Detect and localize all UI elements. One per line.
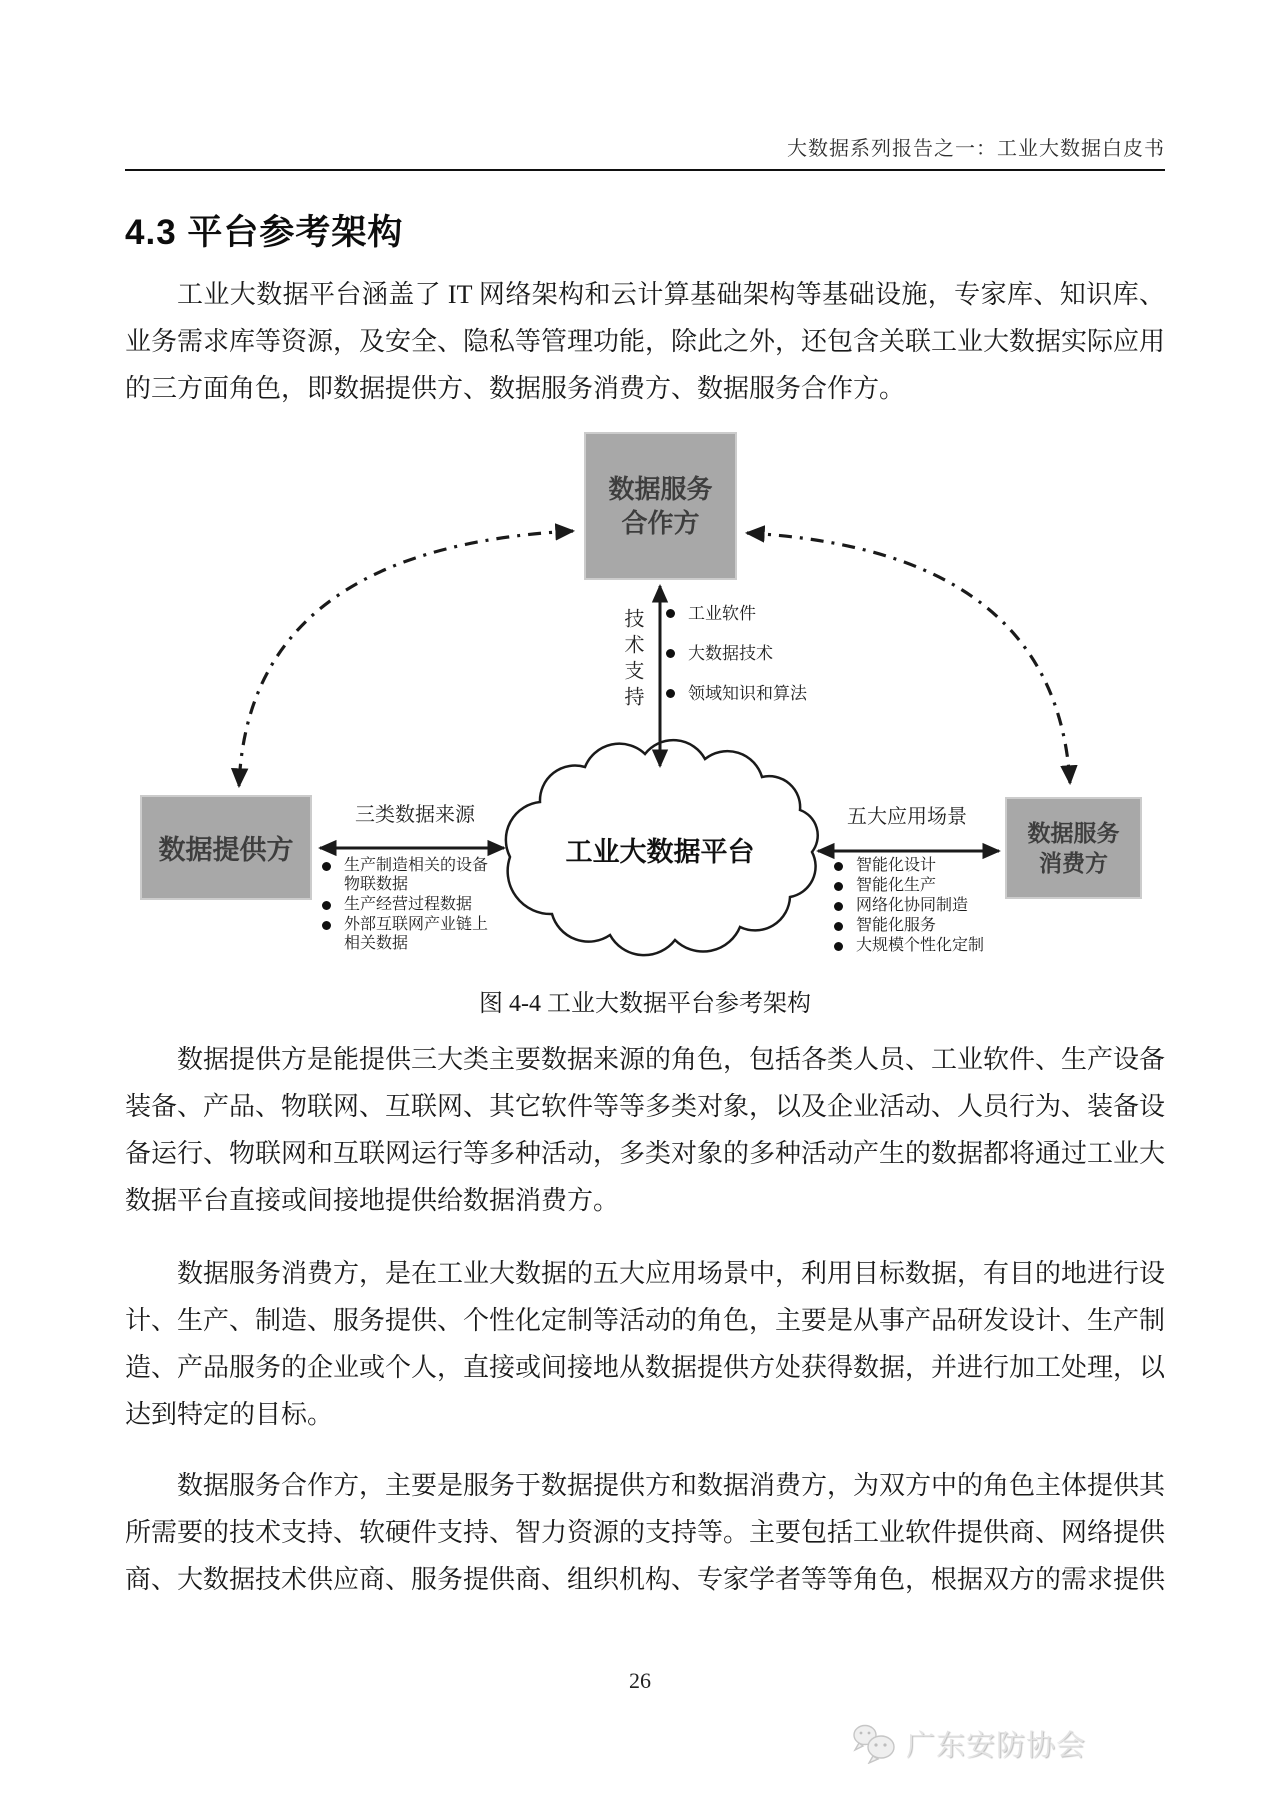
partner-provider-link-arrow	[239, 531, 573, 786]
box-label-line: 合作方	[621, 508, 700, 538]
paragraph-data-partner: 数据服务合作方，主要是服务于数据提供方和数据消费方，为双方中的角色主体提供其所需要的技术支持、软硬件支持、智力资源的支持等。主要包括工业软件提供商、网络提供商、大数据技术供应商、服务提供商、组织机构、专家学者等等角色，根据双方的需求提供	[125, 1471, 1166, 1594]
list-item	[834, 936, 984, 955]
box-label-line: 消费方	[1039, 850, 1108, 876]
watermark-text: 广东安防协会	[906, 1729, 1087, 1762]
section-heading: 4.3 平台参考架构	[125, 213, 404, 252]
data-sources-label: 三类数据来源	[355, 804, 475, 826]
list-item-label: 领域知识和算法	[688, 684, 807, 703]
list-item-label: 网络化协同制造	[856, 897, 969, 914]
list-item-label: 生产经营过程数据	[344, 896, 473, 913]
platform-cloud-label: 工业大数据平台	[565, 837, 755, 867]
tech-support-label: 技术支持	[621, 608, 643, 712]
bullet-icon	[666, 649, 675, 658]
box-data-provider	[140, 795, 312, 900]
list-item	[666, 603, 807, 624]
paragraph-data-consumer: 数据服务消费方，是在工业大数据的五大应用场景中，利用目标数据，有目的地进行设计、生产、制造、服务提供、个性化定制等活动的角色，主要是从事产品研发设计、生产制造、产品服务的企业或个人，直接或间接地从数据提供方处获得数据，并进行加工处理，以达到特定的目标。	[125, 1259, 1166, 1429]
page-number: 26	[629, 1668, 651, 1693]
list-item-label: 工业软件	[688, 604, 756, 623]
wechat-logo-icon	[850, 1722, 900, 1764]
bullet-icon	[834, 862, 843, 871]
architecture-diagram	[0, 422, 1280, 982]
paragraph-data-provider: 数据提供方是能提供三大类主要数据来源的角色，包括各类人员、工业软件、生产设备装备、产品、物联网、互联网、其它软件等等多类对象，以及企业活动、人员行为、装备设备运行、物联网和互联网运行等多种活动，多类对象的多种活动产生的数据都将通过工业大数据平台直接或间接地提供给数据消费方。	[125, 1045, 1166, 1215]
list-item-label: 生产制造相关的设备物联数据	[344, 857, 489, 893]
bullet-icon	[834, 922, 843, 931]
list-item	[834, 876, 984, 895]
paragraph-intro: 工业大数据平台涵盖了 IT 网络架构和云计算基础架构等基础设施，专家库、知识库、业务需求库等资源，及安全、隐私等管理功能，除此之外，还包含关联工业大数据实际应用的三方面角色，即数据提供方、数据服务消费方、数据服务合作方。	[125, 280, 1166, 403]
bullet-icon	[322, 862, 331, 871]
box-label-line: 数据提供方	[158, 835, 294, 865]
bullet-icon	[666, 609, 675, 618]
list-item-label: 智能化设计	[856, 857, 937, 874]
list-item	[834, 896, 984, 915]
bullet-icon	[834, 942, 843, 951]
list-item-label: 大数据技术	[688, 644, 773, 663]
list-item	[666, 643, 807, 664]
application-scenarios-label: 五大应用场景	[847, 806, 967, 828]
bullet-icon	[834, 882, 843, 891]
list-item	[322, 856, 512, 894]
bullet-icon	[322, 901, 331, 910]
bullet-icon	[322, 921, 331, 930]
data-sources-list	[322, 856, 512, 954]
bullet-icon	[666, 689, 675, 698]
box-data-service-consumer	[1005, 797, 1142, 899]
list-item	[834, 856, 984, 875]
header-rule	[125, 169, 1165, 171]
list-item	[322, 895, 512, 914]
list-item-label: 智能化服务	[856, 917, 937, 934]
box-label-line: 数据服务	[608, 474, 713, 504]
watermark	[850, 1722, 1086, 1764]
bullet-icon	[834, 902, 843, 911]
list-item-label: 智能化生产	[856, 877, 937, 894]
box-label-line: 数据服务	[1027, 820, 1120, 846]
figure-caption: 图 4-4 工业大数据平台参考架构	[479, 991, 811, 1017]
list-item-label: 大规模个性化定制	[856, 937, 985, 954]
partner-offerings-list	[666, 603, 807, 723]
list-item	[834, 916, 984, 935]
application-scenarios-list	[834, 856, 984, 956]
running-head: 大数据系列报告之一：工业大数据白皮书	[787, 138, 1165, 160]
box-data-service-partner	[584, 432, 737, 580]
list-item	[666, 683, 807, 704]
list-item-label: 外部互联网产业链上相关数据	[344, 916, 489, 952]
list-item	[322, 915, 512, 953]
